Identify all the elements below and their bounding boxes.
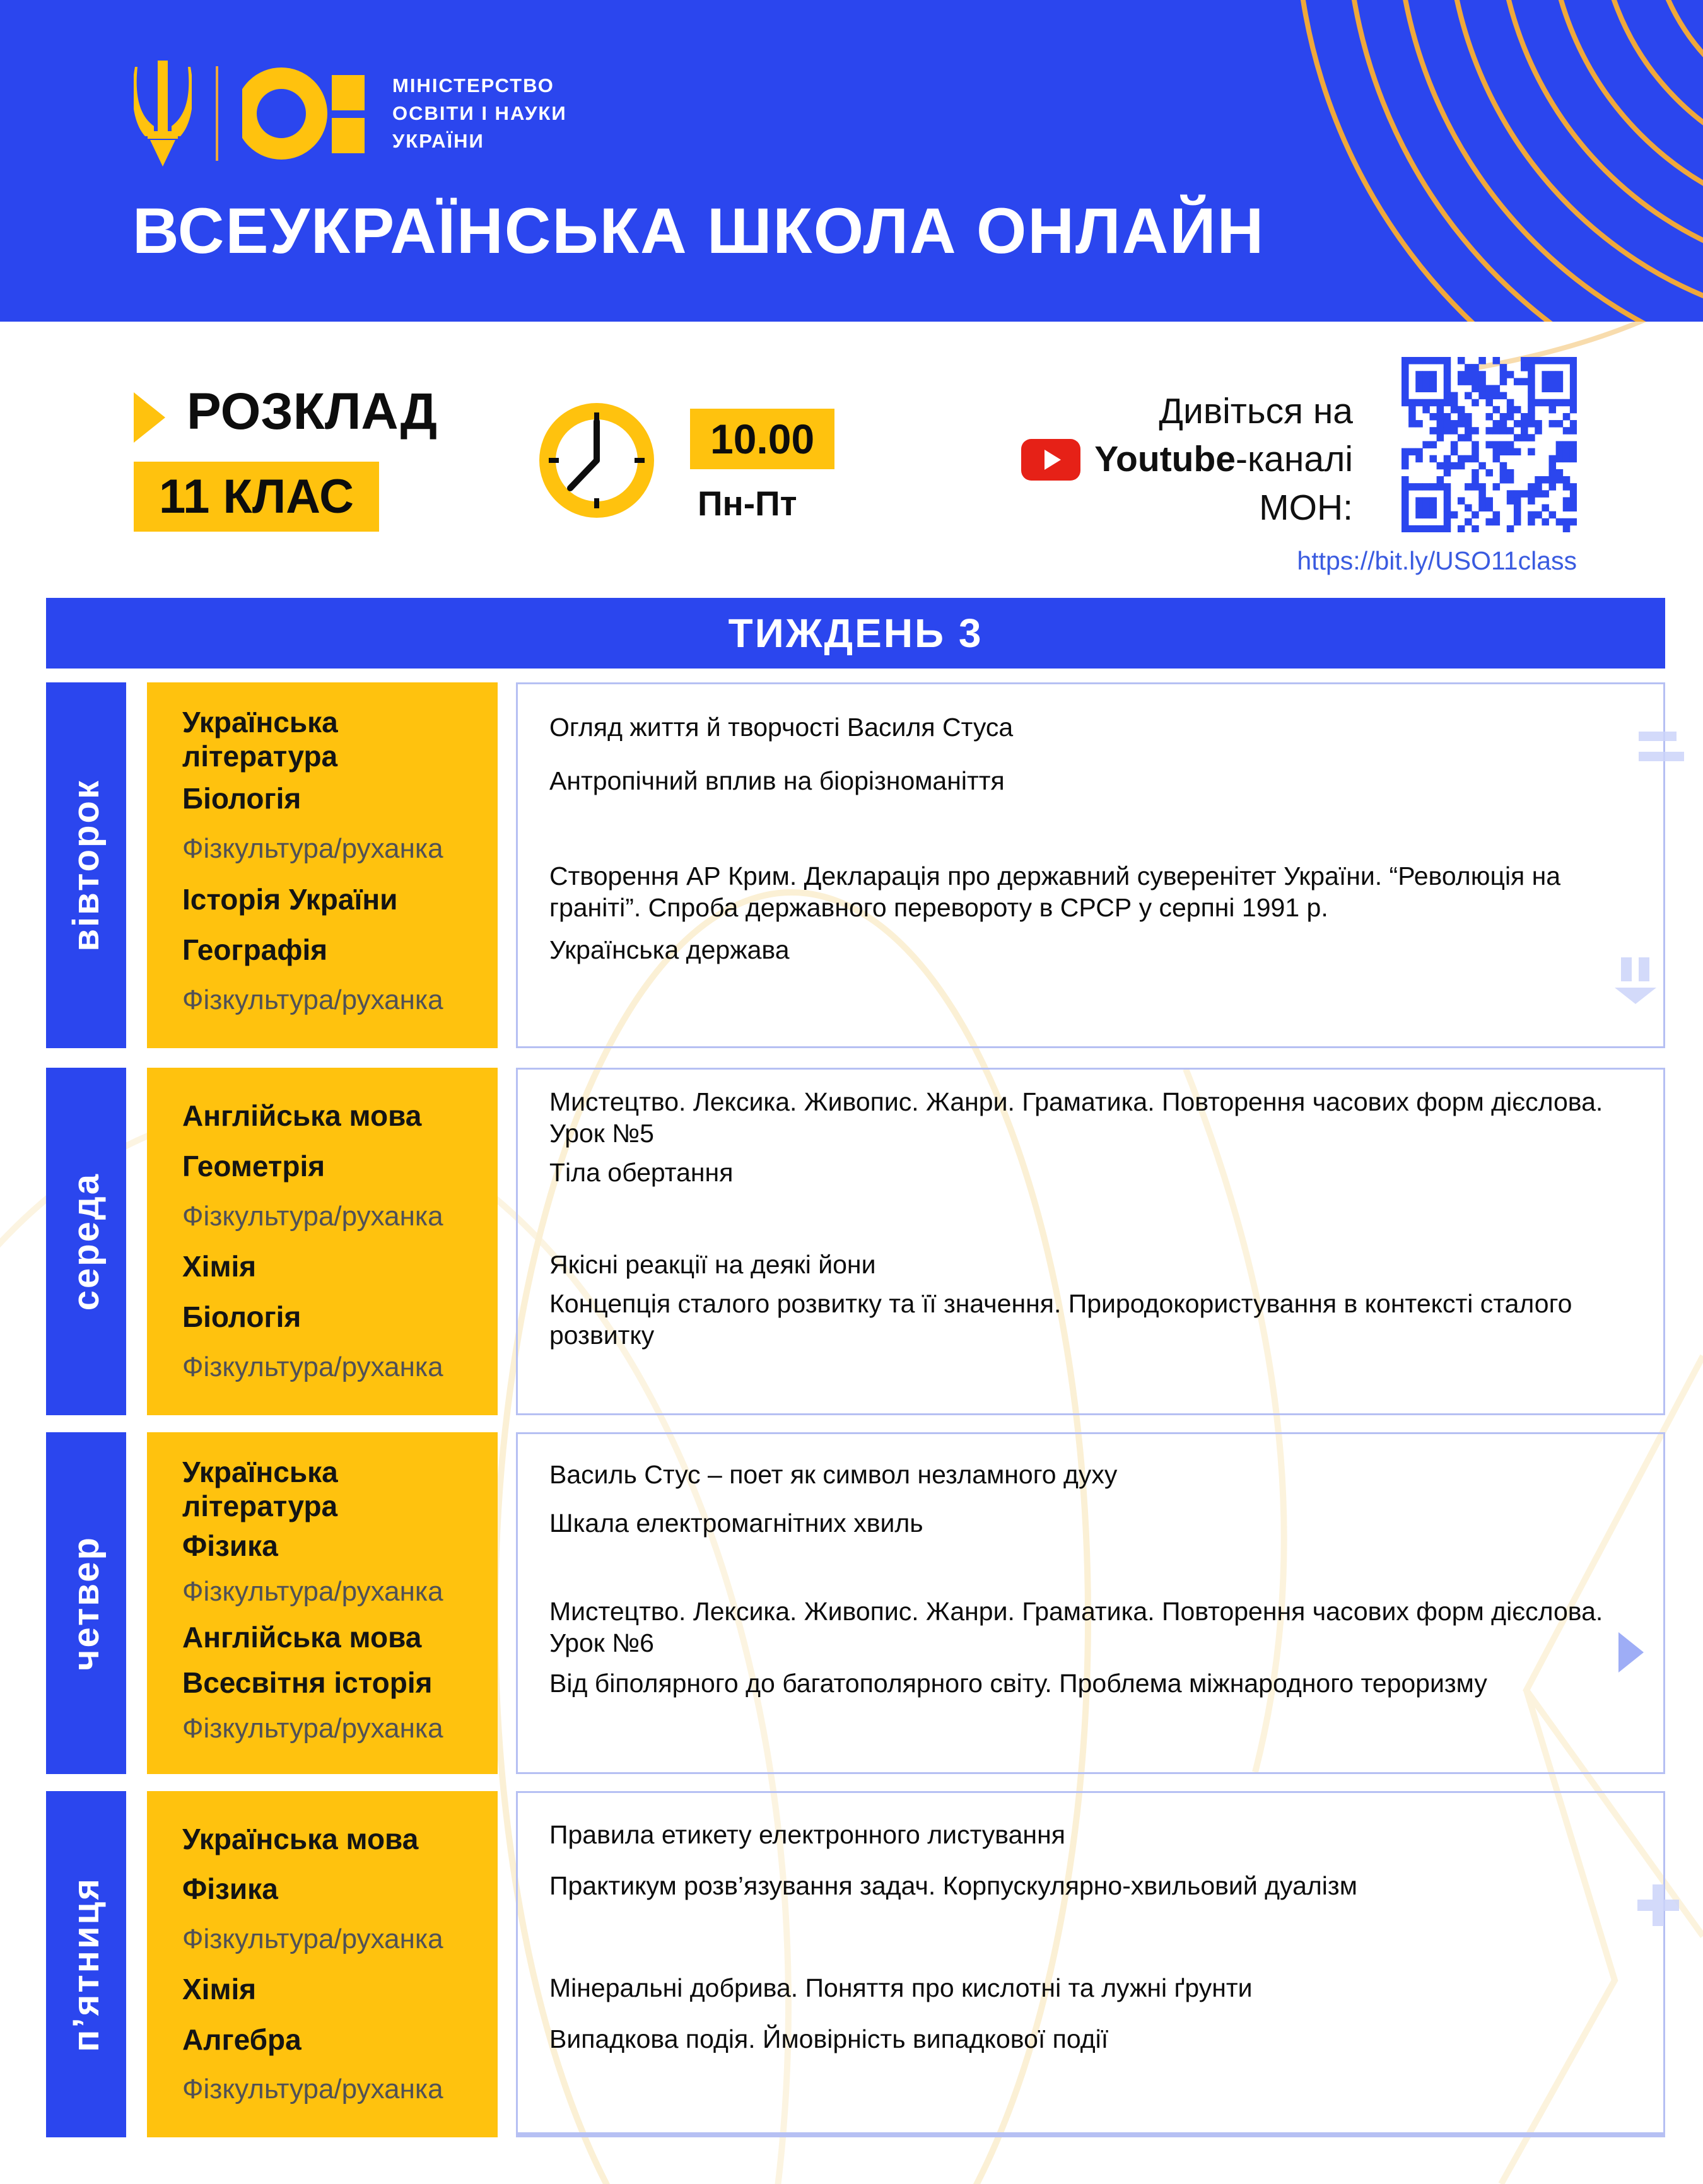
schedule-label: РОЗКЛАД [187,383,438,440]
subject-item: Фізкультура/руханка [182,2074,443,2105]
clock-icon [536,400,657,521]
ministry-name [392,72,567,155]
topics-panel [516,682,1665,1048]
topic-item: Українська держава [549,935,790,965]
subject-item: Фізкультура/руханка [182,1712,443,1744]
subject-item: Англійська мова [182,1621,422,1654]
subject-item: Фізкультура/руханка [182,1923,443,1954]
arc-decoration [1135,0,1703,322]
arrow-icon [134,392,165,443]
topic-item: Правила етикету електронного листування [549,1820,1065,1850]
topic-item [549,2065,1641,2116]
day-name: четвер [66,1535,107,1671]
week-banner: ТИЖДЕНЬ 3 [46,598,1665,669]
trident-icon [134,61,192,166]
youtube-callout [788,387,1353,532]
watch-mon: МОН: [1259,487,1353,528]
topic-item: Тіла обертання [549,1157,734,1187]
subject-item: Хімія [182,1973,257,2006]
page-title: ВСЕУКРАЇНСЬКА ШКОЛА ОНЛАЙН [132,195,1265,267]
time-badge: 10.00 [690,409,834,469]
topic-item [549,1707,1641,1756]
subjects-box [147,1068,498,1415]
day-label [46,1432,126,1774]
subject-item: Фізкультура/руханка [182,984,443,1015]
class-badge: 11 КЛАС [134,462,379,532]
subject-item: Географія [182,933,328,966]
topics-panel [516,1432,1665,1774]
subject-item: Фізкультура/руханка [182,1352,443,1383]
topic-item: Шкала електромагнітних хвиль [549,1509,923,1538]
topic-item: Якісні реакції на деякі йони [549,1250,876,1280]
ministry-logo [134,61,567,166]
topics-panel [516,1068,1665,1415]
subject-item: Українська література [182,1456,338,1522]
topic-item: Мистецтво. Лексика. Живопис. Жанри. Граматика. Повторення часових форм дієслова. Урок №5 [549,1087,1603,1148]
subjects-box [147,1791,498,2137]
watch-line2 [788,435,1353,483]
day-block-2 [46,1068,1665,1415]
subject-item: Англійська мова [182,1099,422,1132]
subjects-box [147,682,498,1048]
subject-item: Хімія [182,1250,257,1283]
subject-item: Геометрія [182,1149,325,1183]
mon-o-logo [242,66,368,161]
day-name: середа [66,1172,107,1311]
subject-item: Фізика [182,1529,278,1563]
subject-item: Історія України [182,883,398,916]
logo-divider [216,66,218,161]
subject-item: Алгебра [182,2023,301,2056]
topic-item [549,1548,1641,1596]
day-block-4 [46,1791,1665,2137]
subject-item: Біологія [182,782,301,815]
subject-item: Фізика [182,1872,278,1906]
topic-item [549,1195,1641,1241]
channel-word: -каналі [1236,439,1353,480]
day-label [46,1068,126,1415]
subject-item: Фізкультура/руханка [182,1575,443,1607]
day-label [46,682,126,1048]
topic-item: Практикум розв’язування задач. Корпускулярно-хвильовий дуалізм [549,1871,1357,1901]
topic-item: Від біполярного до багатополярного світу. Проблема міжнародного тероризму [549,1668,1487,1698]
subjects-box [147,1432,498,1774]
topic-item [549,977,1641,1030]
topic-item: Огляд життя й творчості Василя Стуса [549,713,1014,742]
youtube-icon [1021,439,1080,481]
topic-item: Василь Стус – поет як символ незламного духу [549,1460,1118,1490]
subject-item: Біологія [182,1300,301,1334]
subject-item: Фізкультура/руханка [182,833,443,864]
subject-item: Українська мова [182,1822,419,1855]
day-name: вівторок [66,779,107,952]
topic-item: Мінеральні добрива. Поняття про кислотні та лужні ґрунти [549,1973,1253,2003]
topic-item: Мистецтво. Лексика. Живопис. Жанри. Граматика. Повторення часових форм дієслова. Урок №6 [549,1597,1603,1658]
topic-item [549,1351,1641,1397]
header-banner [0,0,1703,322]
topic-item: Антропічний вплив на біорізноманіття [549,766,1005,795]
topic-item [549,1912,1641,1963]
day-block-3 [46,1432,1665,1774]
youtube-link[interactable]: https://bit.ly/USO11class [1297,546,1577,575]
ministry-line: ОСВІТИ І НАУКИ [392,102,567,124]
topic-item: Створення АР Крим. Декларація про державний суверенітет України. “Революція на граніті”. Спроба державного перевороту в СРСР у серпні 1991 р. [549,861,1561,923]
day-label [46,1791,126,2137]
qr-code [1402,357,1577,532]
watch-line1: Дивіться на [1159,391,1353,431]
day-block-1 [46,682,1665,1048]
subject-item: Українська література [182,706,338,773]
ministry-line: УКРАЇНИ [392,130,484,152]
subject-item: Всесвітня історія [182,1666,433,1700]
ministry-line: МІНІСТЕРСТВО [392,74,554,96]
topic-item: Випадкова подія. Ймовірність випадкової події [549,2024,1109,2054]
subject-item: Фізкультура/руханка [182,1200,443,1232]
day-name: п’ятниця [66,1876,107,2052]
topic-item: Концепція сталого розвитку та її значення. Природокористування в контексті сталого розвитку [549,1288,1572,1350]
topic-item [549,807,1641,860]
days-range: Пн-Пт [698,484,797,523]
topics-panel [516,1791,1665,2137]
youtube-word: Youtube [1094,439,1236,480]
